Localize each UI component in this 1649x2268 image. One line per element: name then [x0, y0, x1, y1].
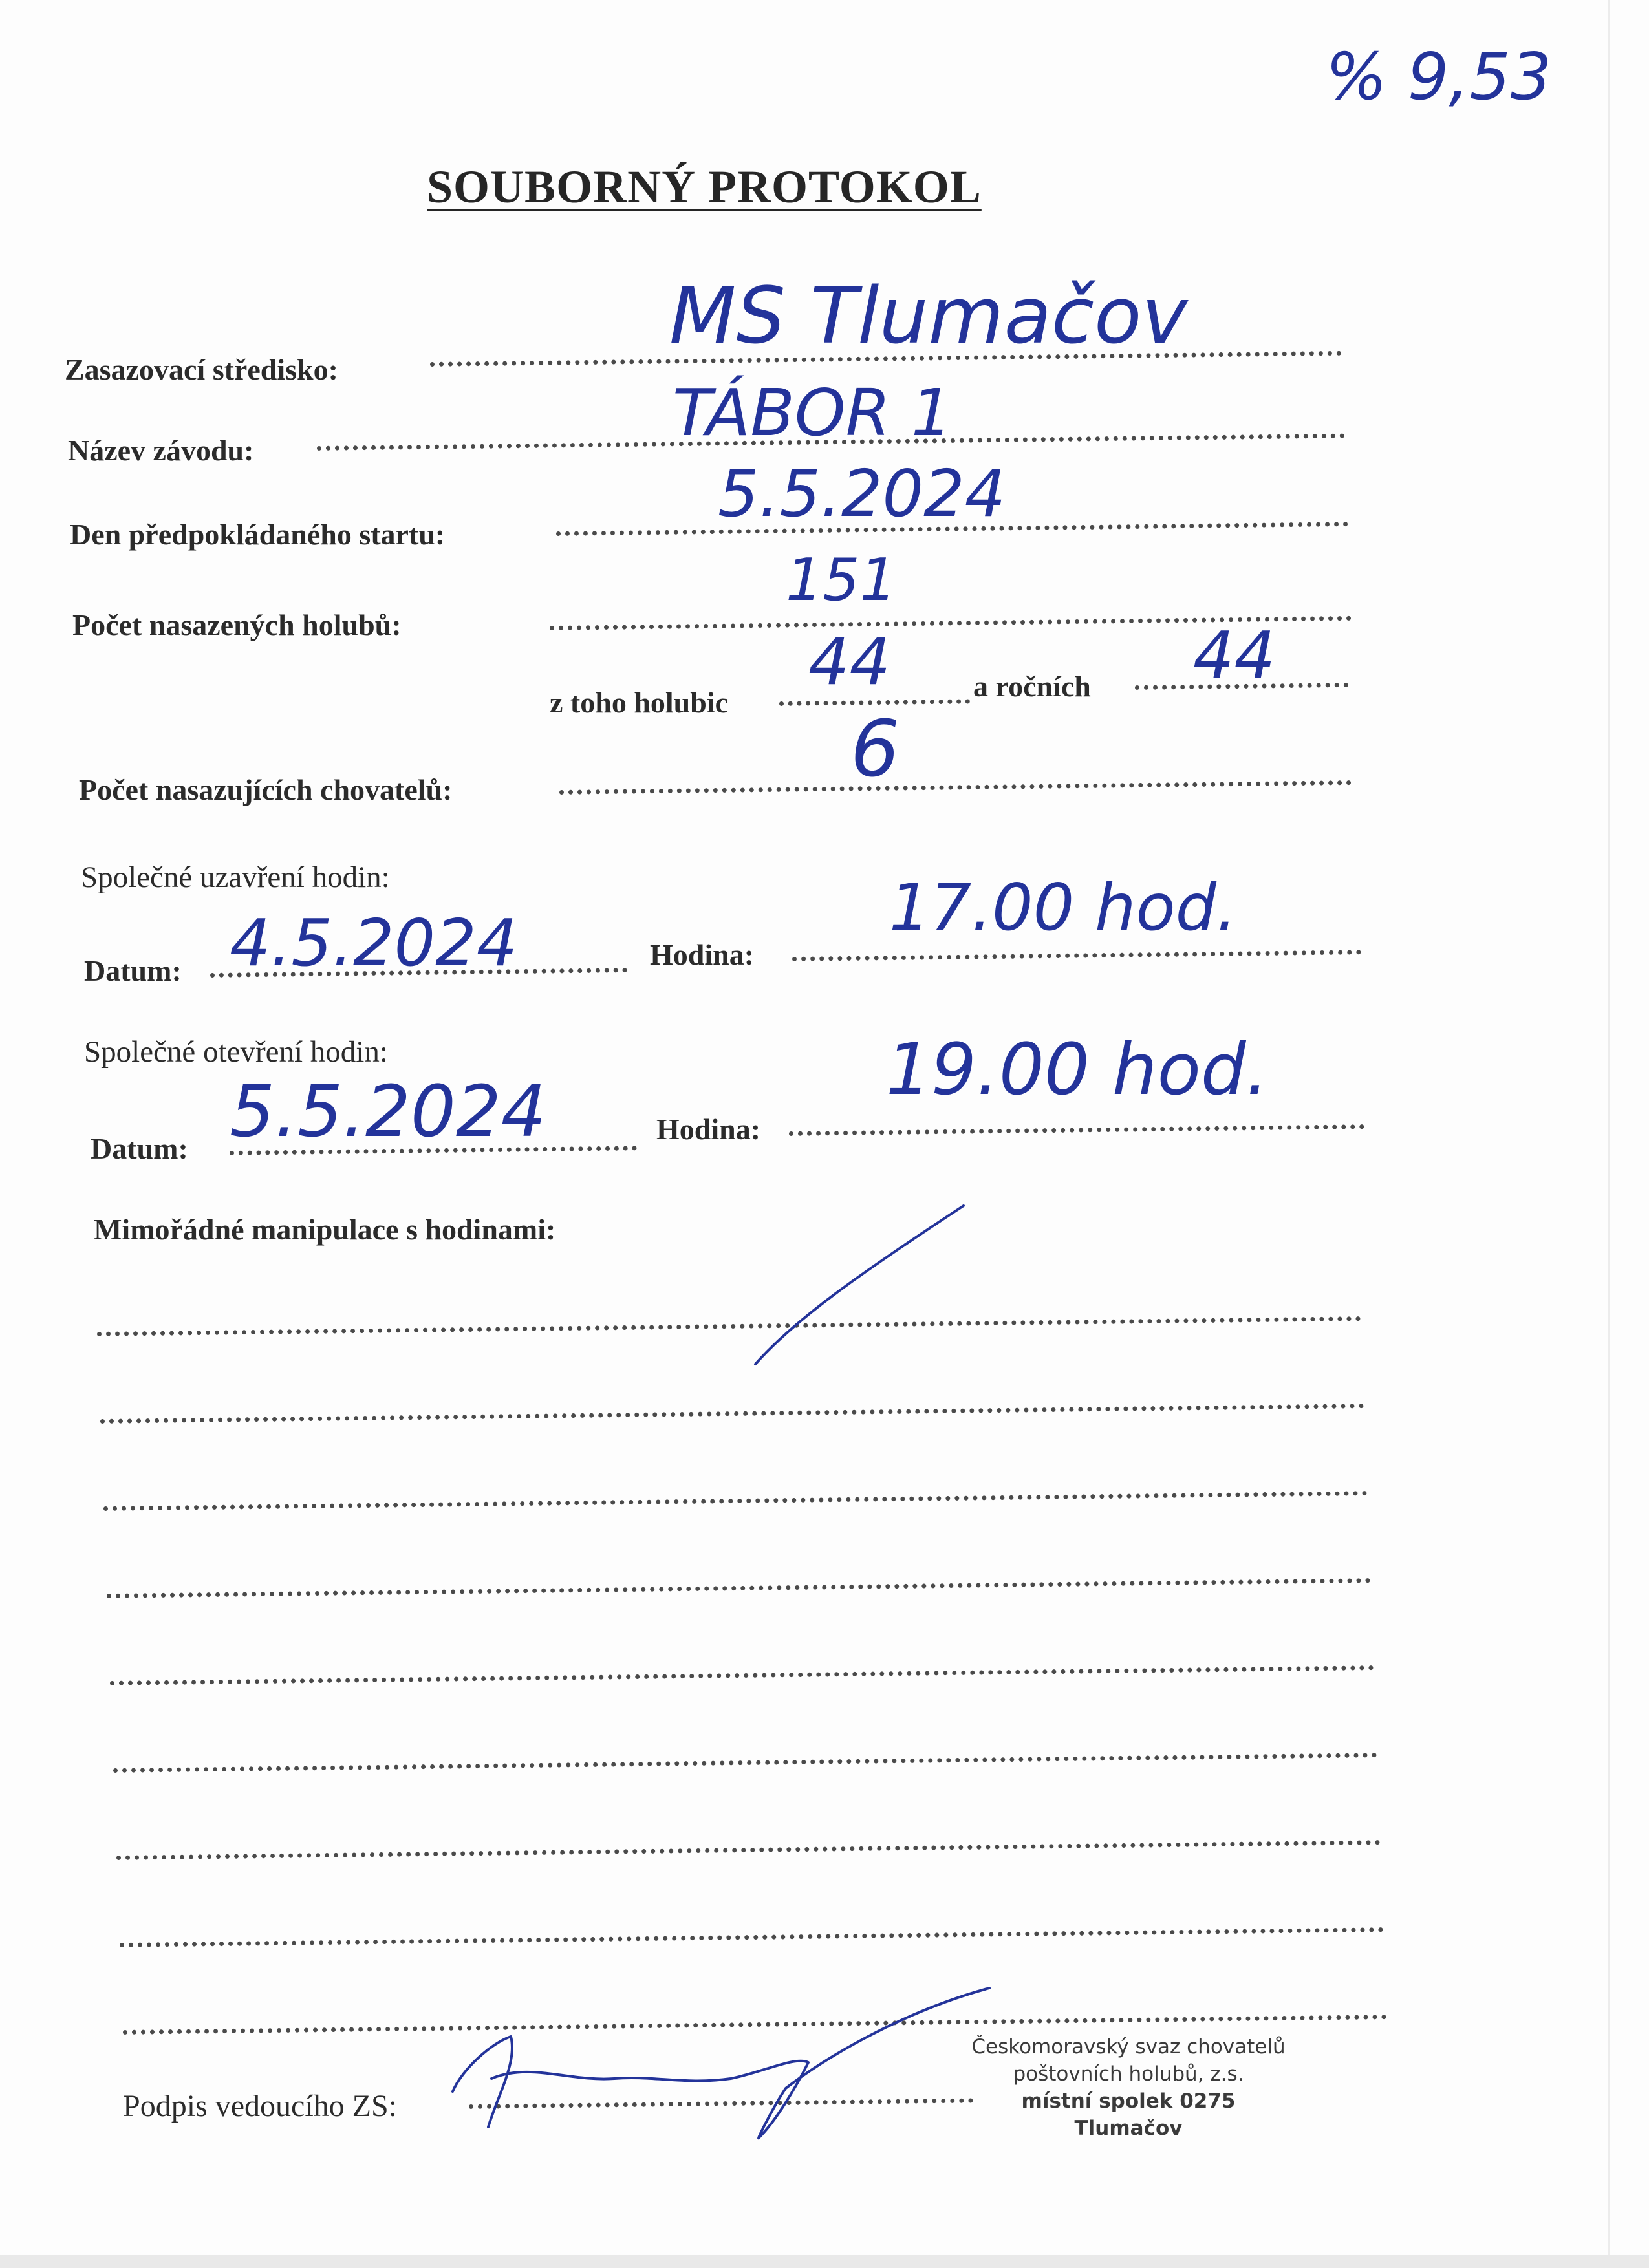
race-label: Název závodu: — [68, 434, 254, 467]
manipulation-heading: Mimořádné manipulace s hodinami: — [94, 1213, 556, 1246]
closing-heading: Společné uzavření hodin: — [81, 861, 390, 894]
strike-through-line — [755, 1206, 964, 1364]
yearlings-label: a ročních — [973, 670, 1091, 703]
opening-time-value: 19.00 hod. — [886, 1028, 1269, 1111]
race-value: TÁBOR 1 — [673, 375, 953, 451]
signature-label: Podpis vedoucího ZS: — [123, 2089, 398, 2123]
stamp-line: Českomoravský svaz chovatelů — [971, 2035, 1286, 2059]
breeders-label: Počet nasazujících chovatelů: — [79, 773, 453, 806]
opening-date-value: 5.5.2024 — [230, 1070, 546, 1153]
hens-value: 44 — [808, 624, 891, 700]
yearlings-value: 44 — [1193, 617, 1276, 693]
hens-label: z toho holubic — [550, 686, 729, 719]
opening-heading: Společné otevření hodin: — [84, 1035, 388, 1069]
stamp-line: Tlumačov — [1074, 2117, 1183, 2140]
signature-drawing — [453, 1988, 989, 2138]
stamp-line: místní spolek 0275 — [1021, 2090, 1236, 2113]
closing-time-value: 17.00 hod. — [889, 870, 1237, 945]
closing-date-value: 4.5.2024 — [230, 905, 518, 981]
page-title: SOUBORNÝ PROTOKOL — [427, 161, 982, 213]
breeders-value: 6 — [850, 705, 900, 795]
opening-date-label: Datum: — [91, 1132, 188, 1165]
closing-date-label: Datum: — [84, 954, 182, 987]
opening-time-label: Hodina: — [656, 1113, 761, 1146]
closing-time-label: Hodina: — [650, 938, 755, 971]
center-value: MS Tlumačov — [669, 272, 1188, 361]
stamp-line: poštovních holubů, z.s. — [1013, 2062, 1244, 2086]
corner-note: % 9,53 — [1326, 39, 1552, 114]
start-label: Den předpokládaného startu: — [70, 518, 446, 551]
pigeons-label: Počet nasazených holubů: — [72, 608, 402, 641]
center-label: Zasazovací středisko: — [65, 353, 338, 386]
pigeons-value: 151 — [786, 546, 897, 614]
start-value: 5.5.2024 — [718, 456, 1006, 531]
